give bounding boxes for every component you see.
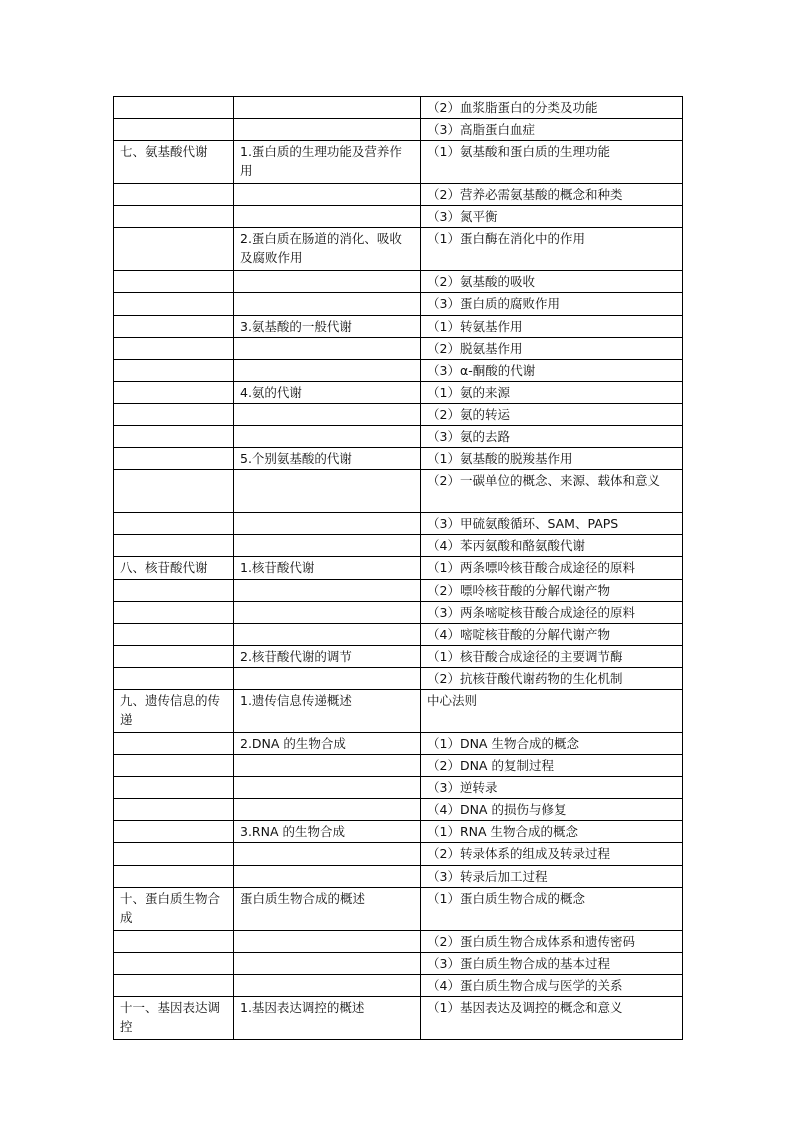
point-cell: （1）两条嘌呤核苷酸合成途径的原料 <box>421 557 683 579</box>
chapter-cell <box>114 623 234 645</box>
topic-cell: 3.氨基酸的一般代谢 <box>234 315 421 337</box>
table-row <box>114 403 683 425</box>
point-cell: （1）蛋白酶在消化中的作用 <box>421 228 683 271</box>
chapter-cell <box>114 119 234 141</box>
chapter-cell <box>114 930 234 952</box>
table-row <box>114 271 683 293</box>
point-cell: （1）氨基酸和蛋白质的生理功能 <box>421 141 683 184</box>
table-row <box>114 732 683 754</box>
chapter-cell <box>114 755 234 777</box>
point-cell: （3）高脂蛋白血症 <box>421 119 683 141</box>
topic-cell: 1.核苷酸代谢 <box>234 557 421 579</box>
chapter-cell <box>114 470 234 513</box>
point-cell: （2）转录体系的组成及转录过程 <box>421 843 683 865</box>
chapter-cell <box>114 952 234 974</box>
document-page <box>113 96 682 1040</box>
table-row <box>114 799 683 821</box>
table-row <box>114 426 683 448</box>
point-cell: （3）蛋白质生物合成的基本过程 <box>421 952 683 974</box>
topic-cell <box>234 930 421 952</box>
table-row <box>114 974 683 996</box>
chapter-cell <box>114 228 234 271</box>
topic-cell: 1.遗传信息传递概述 <box>234 689 421 732</box>
topic-cell <box>234 623 421 645</box>
point-cell: （1）RNA 生物合成的概念 <box>421 821 683 843</box>
topic-cell: 3.RNA 的生物合成 <box>234 821 421 843</box>
chapter-cell <box>114 843 234 865</box>
point-cell: （2）抗核苷酸代谢药物的生化机制 <box>421 667 683 689</box>
point-cell: （2）一碳单位的概念、来源、载体和意义 <box>421 470 683 513</box>
chapter-cell <box>114 865 234 887</box>
chapter-cell <box>114 315 234 337</box>
chapter-cell: 九、遗传信息的传递 <box>114 689 234 732</box>
topic-cell: 蛋白质生物合成的概述 <box>234 887 421 930</box>
table-row <box>114 184 683 206</box>
chapter-cell <box>114 293 234 315</box>
syllabus-table <box>113 96 683 1040</box>
point-cell: （4）蛋白质生物合成与医学的关系 <box>421 974 683 996</box>
topic-cell <box>234 799 421 821</box>
chapter-cell <box>114 206 234 228</box>
topic-cell <box>234 865 421 887</box>
table-row <box>114 119 683 141</box>
table-row <box>114 557 683 579</box>
chapter-cell: 七、氨基酸代谢 <box>114 141 234 184</box>
table-row <box>114 141 683 184</box>
topic-cell: 1.蛋白质的生理功能及营养作用 <box>234 141 421 184</box>
table-row <box>114 470 683 513</box>
point-cell: （2）血浆脂蛋白的分类及功能 <box>421 97 683 119</box>
chapter-cell: 十、蛋白质生物合成 <box>114 887 234 930</box>
topic-cell: 2.DNA 的生物合成 <box>234 732 421 754</box>
point-cell: （3）逆转录 <box>421 777 683 799</box>
point-cell: （1）氨基酸的脱羧基作用 <box>421 448 683 470</box>
chapter-cell: 八、核苷酸代谢 <box>114 557 234 579</box>
syllabus-table-body <box>114 97 683 1040</box>
point-cell: （2）氨的转运 <box>421 403 683 425</box>
topic-cell <box>234 974 421 996</box>
table-row <box>114 579 683 601</box>
chapter-cell <box>114 777 234 799</box>
table-row <box>114 206 683 228</box>
topic-cell <box>234 359 421 381</box>
topic-cell <box>234 952 421 974</box>
point-cell: （1）蛋白质生物合成的概念 <box>421 887 683 930</box>
table-row <box>114 535 683 557</box>
table-row <box>114 755 683 777</box>
chapter-cell <box>114 535 234 557</box>
chapter-cell <box>114 426 234 448</box>
table-row <box>114 887 683 930</box>
chapter-cell <box>114 448 234 470</box>
chapter-cell <box>114 667 234 689</box>
point-cell: （4）嘧啶核苷酸的分解代谢产物 <box>421 623 683 645</box>
table-row <box>114 228 683 271</box>
point-cell: （1）氨的来源 <box>421 381 683 403</box>
topic-cell: 2.核苷酸代谢的调节 <box>234 645 421 667</box>
chapter-cell <box>114 403 234 425</box>
topic-cell <box>234 777 421 799</box>
chapter-cell <box>114 645 234 667</box>
table-row <box>114 601 683 623</box>
point-cell: （3）蛋白质的腐败作用 <box>421 293 683 315</box>
table-row <box>114 930 683 952</box>
point-cell: 中心法则 <box>421 689 683 732</box>
chapter-cell <box>114 337 234 359</box>
topic-cell: 2.蛋白质在肠道的消化、吸收及腐败作用 <box>234 228 421 271</box>
topic-cell <box>234 535 421 557</box>
table-row <box>114 337 683 359</box>
table-row <box>114 293 683 315</box>
topic-cell <box>234 579 421 601</box>
topic-cell: 5.个别氨基酸的代谢 <box>234 448 421 470</box>
topic-cell <box>234 667 421 689</box>
chapter-cell <box>114 184 234 206</box>
chapter-cell <box>114 601 234 623</box>
point-cell: （1）核苷酸合成途径的主要调节酶 <box>421 645 683 667</box>
topic-cell: 1.基因表达调控的概述 <box>234 996 421 1039</box>
point-cell: （2）营养必需氨基酸的概念和种类 <box>421 184 683 206</box>
table-row <box>114 777 683 799</box>
point-cell: （3）氮平衡 <box>421 206 683 228</box>
point-cell: （1）基因表达及调控的概念和意义 <box>421 996 683 1039</box>
table-row <box>114 996 683 1039</box>
topic-cell <box>234 470 421 513</box>
topic-cell <box>234 403 421 425</box>
point-cell: （2）氨基酸的吸收 <box>421 271 683 293</box>
chapter-cell <box>114 732 234 754</box>
topic-cell <box>234 271 421 293</box>
table-row <box>114 359 683 381</box>
table-row <box>114 689 683 732</box>
table-row <box>114 513 683 535</box>
chapter-cell <box>114 359 234 381</box>
table-row <box>114 952 683 974</box>
topic-cell <box>234 97 421 119</box>
point-cell: （3）α-酮酸的代谢 <box>421 359 683 381</box>
topic-cell <box>234 843 421 865</box>
point-cell: （3）两条嘧啶核苷酸合成途径的原料 <box>421 601 683 623</box>
topic-cell <box>234 755 421 777</box>
point-cell: （1）DNA 生物合成的概念 <box>421 732 683 754</box>
chapter-cell <box>114 513 234 535</box>
chapter-cell <box>114 974 234 996</box>
point-cell: （2）DNA 的复制过程 <box>421 755 683 777</box>
point-cell: （1）转氨基作用 <box>421 315 683 337</box>
topic-cell <box>234 119 421 141</box>
chapter-cell <box>114 799 234 821</box>
topic-cell <box>234 426 421 448</box>
topic-cell: 4.氨的代谢 <box>234 381 421 403</box>
table-row <box>114 865 683 887</box>
topic-cell <box>234 206 421 228</box>
point-cell: （3）氨的去路 <box>421 426 683 448</box>
point-cell: （4）DNA 的损伤与修复 <box>421 799 683 821</box>
topic-cell <box>234 184 421 206</box>
topic-cell <box>234 337 421 359</box>
point-cell: （2）嘌呤核苷酸的分解代谢产物 <box>421 579 683 601</box>
table-row <box>114 667 683 689</box>
table-row <box>114 97 683 119</box>
chapter-cell <box>114 97 234 119</box>
point-cell: （3）甲硫氨酸循环、SAM、PAPS <box>421 513 683 535</box>
chapter-cell: 十一、基因表达调控 <box>114 996 234 1039</box>
table-row <box>114 821 683 843</box>
chapter-cell <box>114 821 234 843</box>
topic-cell <box>234 293 421 315</box>
table-row <box>114 645 683 667</box>
point-cell: （2）蛋白质生物合成体系和遗传密码 <box>421 930 683 952</box>
table-row <box>114 315 683 337</box>
point-cell: （2）脱氨基作用 <box>421 337 683 359</box>
chapter-cell <box>114 381 234 403</box>
point-cell: （4）苯丙氨酸和酪氨酸代谢 <box>421 535 683 557</box>
topic-cell <box>234 601 421 623</box>
topic-cell <box>234 513 421 535</box>
point-cell: （3）转录后加工过程 <box>421 865 683 887</box>
chapter-cell <box>114 579 234 601</box>
table-row <box>114 623 683 645</box>
chapter-cell <box>114 271 234 293</box>
table-row <box>114 381 683 403</box>
table-row <box>114 843 683 865</box>
table-row <box>114 448 683 470</box>
